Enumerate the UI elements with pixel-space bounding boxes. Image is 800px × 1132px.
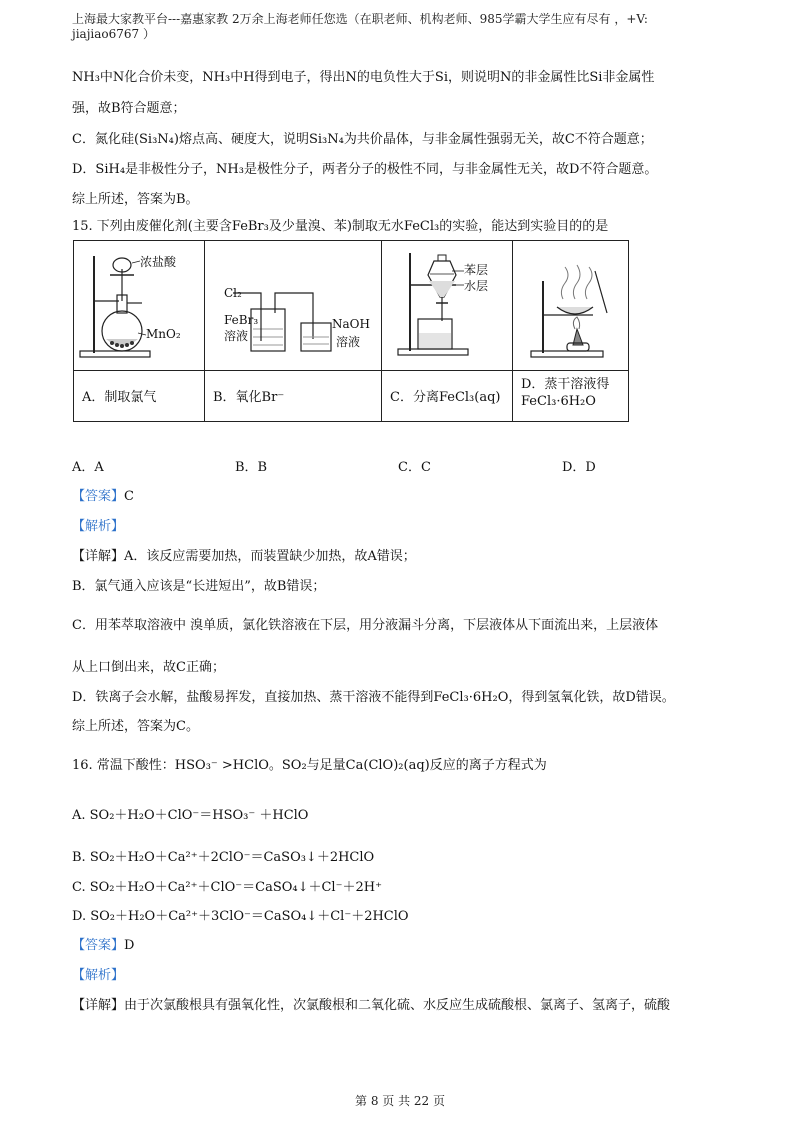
apparatus-c-label-water-layer: 水层 [464,279,489,293]
apparatus-c-label-benzene-layer: 苯层 [464,263,489,277]
apparatus-c-separatory-funnel [382,241,512,369]
q15-answer-line [72,485,134,504]
apparatus-d-caption [513,370,629,421]
q15-detail-c-line-2: 从上口倒出来，故C正确； [72,660,225,675]
q15-stem: 15. 下列由废催化剂(主要含FeBr₃及少量溴、苯)制取无水FeCl₃的实验，能达到实验目的的是 [72,219,609,234]
apparatus-d-evaporation-dish [513,241,629,369]
q14-b-line-2: 强，故B符合题意； [72,101,186,116]
q16-stem: 16. 常温下酸性：HSO₃⁻ >HClO。SO₂与足量Ca(ClO)₂(aq)反应的离子方程式为 [72,758,547,773]
q15-analysis-tag: 【解析】 [72,519,125,534]
q16-analysis-tag: 【解析】 [72,968,125,983]
q16-answer: D [124,938,135,953]
q14-summary: 综上所述，答案为B。 [72,192,199,207]
q15-answer: C [124,489,134,504]
apparatus-a-label-hcl: 浓盐酸 [140,255,177,269]
q16-option-b: B. SO₂＋H₂O＋Ca²⁺＋2ClO⁻＝CaSO₃↓＋2HClO [72,850,375,865]
q16-detail: 由于次氯酸根具有强氧化性，次氯酸根和二氧化硫、水反应生成硫酸根、氯离子、氢离子，硫酸 [124,998,671,1013]
q16-option-d: D. SO₂＋H₂O＋Ca²⁺＋3ClO⁻＝CaSO₄↓＋Cl⁻＋2HClO [72,909,409,924]
page-header [72,12,732,42]
apparatus-a-chlorine-generator [74,241,204,369]
q16-option-c: C. SO₂＋H₂O＋Ca²⁺＋ClO⁻＝CaSO₄↓＋Cl⁻＋2H⁺ [72,880,382,895]
q15-detail-d: D．铁离子会水解，盐酸易挥发，直接加热、蒸干溶液不能得到FeCl₃·6H₂O，得到氢氧化铁，故D错误。 [72,690,675,705]
q15-detail-a-line [72,545,416,564]
apparatus-b-label-febr3: FeBr₃ [224,313,259,327]
apparatus-d-caption-line-2: FeCl₃·6H₂O [521,394,596,409]
q15-option-d: D．D [562,460,596,475]
q14-option-c-explanation: C．氮化硅(Si₃N₄)熔点高、硬度大，说明Si₃N₄为共价晶体，与非金属性强弱无关，故C不符合题意； [72,132,653,147]
q16-detail-tag: 【详解】 [72,998,125,1013]
q16-option-a: A. SO₂＋H₂O＋ClO⁻＝HSO₃⁻ ＋HClO [72,808,309,823]
q15-answer-tag: 【答案】 [72,489,125,504]
apparatus-b-label-cl2: Cl₂ [224,286,242,300]
apparatus-b-label-solution-2: 溶液 [336,335,361,349]
q15-option-b: B．B [235,460,268,475]
q15-detail-b: B．氯气通入应该是“长进短出”，故B错误； [72,579,326,594]
header-line-1: 上海最大家教平台---嘉惠家教 2万余上海老师任您选（在职老师、机构老师、985学霸大学生应有尽有 ，+V: [72,12,648,26]
q16-detail-line [72,994,670,1013]
apparatus-d-caption-line-1: D．蒸干溶液得 [521,377,610,392]
page-number: 第 8 页 共 22 页 [355,1094,445,1108]
q15-detail-tag: 【详解】 [72,549,125,564]
q14-option-d-explanation: D．SiH₄是非极性分子，NH₃是极性分子，两者分子的极性不同，与非金属性无关，故D不符合题意。 [72,162,658,177]
apparatus-c-caption: C．分离FeCl₃(aq) [390,390,501,405]
q16-answer-tag: 【答案】 [72,938,125,953]
q15-detail-a: A．该反应需要加热，而装置缺少加热，故A错误； [124,549,416,564]
apparatus-b-caption: B．氧化Br⁻ [213,390,285,405]
q15-detail-c-line-1: C．用苯萃取溶液中 溴单质，氯化铁溶液在下层，用分液漏斗分离，下层液体从下面流出来，上层液体 [72,618,659,633]
apparatus-b-label-naoh: NaOH [332,317,370,331]
apparatus-b-label-solution-1: 溶液 [224,329,249,343]
q15-summary: 综上所述，答案为C。 [72,719,199,734]
q14-b-line-1: NH₃中N化合价未变，NH₃中H得到电子，得出N的电负性大于Si，则说明N的非金属性比Si非金属性 [72,70,655,85]
q15-option-a: A．A [72,460,104,475]
q16-answer-line [72,934,134,953]
apparatus-a-label-mno2: MnO₂ [146,327,181,341]
apparatus-a-caption: A．制取氯气 [82,390,157,405]
header-line-2: jiajiao6767 ） [72,27,156,41]
q15-option-c: C．C [398,460,431,475]
apparatus-table [73,240,629,422]
